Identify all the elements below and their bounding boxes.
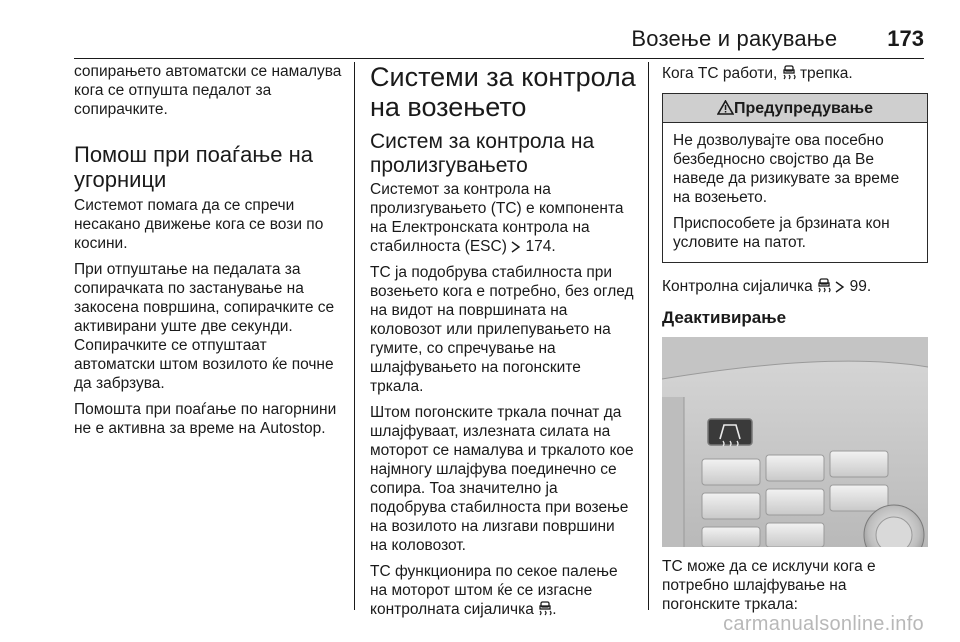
column-2 xyxy=(370,62,636,626)
tc-button-dashboard-photo xyxy=(662,337,928,547)
traction-control-light-icon xyxy=(538,601,552,616)
paragraph: Штом погонските тркала почнат да шлајфуваат, излезната силата на моторот се намалува и тркалото кое најмногу шлајфува поединечно се сопира. Тоа значително ја подобрува стабилноста при возење на возилото на лизгави површини на коловозот. xyxy=(370,404,634,554)
header-divider xyxy=(74,58,924,59)
page-ref-arrow-icon xyxy=(511,241,521,253)
paragraph: Кога TC работи, трепка. xyxy=(662,65,853,82)
warning-header: Предупредување xyxy=(663,94,927,123)
page-number: 173 xyxy=(887,26,924,51)
page-ref-arrow-icon xyxy=(835,281,845,293)
warning-body xyxy=(663,123,927,262)
paragraph: сопирањето автоматски се намалува кога се отпушта педалот за сопирачките. xyxy=(74,63,342,118)
subsection-heading: Деактивирање xyxy=(662,308,787,327)
paragraph: При отпуштање на педалата за сопирачката по застанување на закосена површина, сопирачките се активирани уште две секунди. Сопирачките се отпуштаат автоматски штом возилото ќе почне да забрзува. xyxy=(74,261,335,392)
paragraph: Системот за контрола на пролизгувањето (TC) е компонента на Електронската контрола на стабилноста (ESC) 174. xyxy=(370,181,624,255)
column-1 xyxy=(74,62,346,445)
warning-box xyxy=(662,93,928,263)
paragraph: Не дозволувајте ова посебно безбедносно својство да Ве наведе да ризикувате за време на возењето. xyxy=(673,132,900,206)
paragraph: Системот помага да се спречи несакано движење кога се вози по косини. xyxy=(74,197,324,252)
paragraph: Помошта при поаѓање по нагорнини не е активна за време на Autostop. xyxy=(74,401,337,437)
paragraph: TC функционира по секое палење на моторот штом ќе се изгасне контролната сијаличка . xyxy=(370,563,618,618)
column-divider xyxy=(648,62,649,610)
chapter-heading: Системи за контрола на возењето xyxy=(370,62,636,122)
column-3 xyxy=(662,62,928,621)
section-title: Возење и ракување xyxy=(631,26,838,51)
section-heading: Систем за контрола на пролизгувањето xyxy=(370,130,595,177)
column-divider xyxy=(354,62,355,610)
warning-triangle-icon xyxy=(717,100,734,115)
page-header xyxy=(74,26,924,56)
traction-control-light-icon xyxy=(817,278,831,293)
paragraph: Контролна сијаличка 99. xyxy=(662,278,872,295)
paragraph: TC може да се исклучи кога е потребно шлајфување на погонските тркала: xyxy=(662,558,876,613)
paragraph: TC ја подобрува стабилноста при возењето кога е потребно, без оглед на видот на површината на коловозот или прилепувањето на гумите, со спречување на шлајфувањето на погонските тркала. xyxy=(370,264,634,395)
watermark: carmanualsonline.info xyxy=(723,613,924,635)
paragraph: Приспособете ја брзината кон условите на патот. xyxy=(673,215,890,251)
section-heading: Помош при поаѓање на угорници xyxy=(74,142,313,192)
traction-control-light-icon xyxy=(782,65,796,80)
